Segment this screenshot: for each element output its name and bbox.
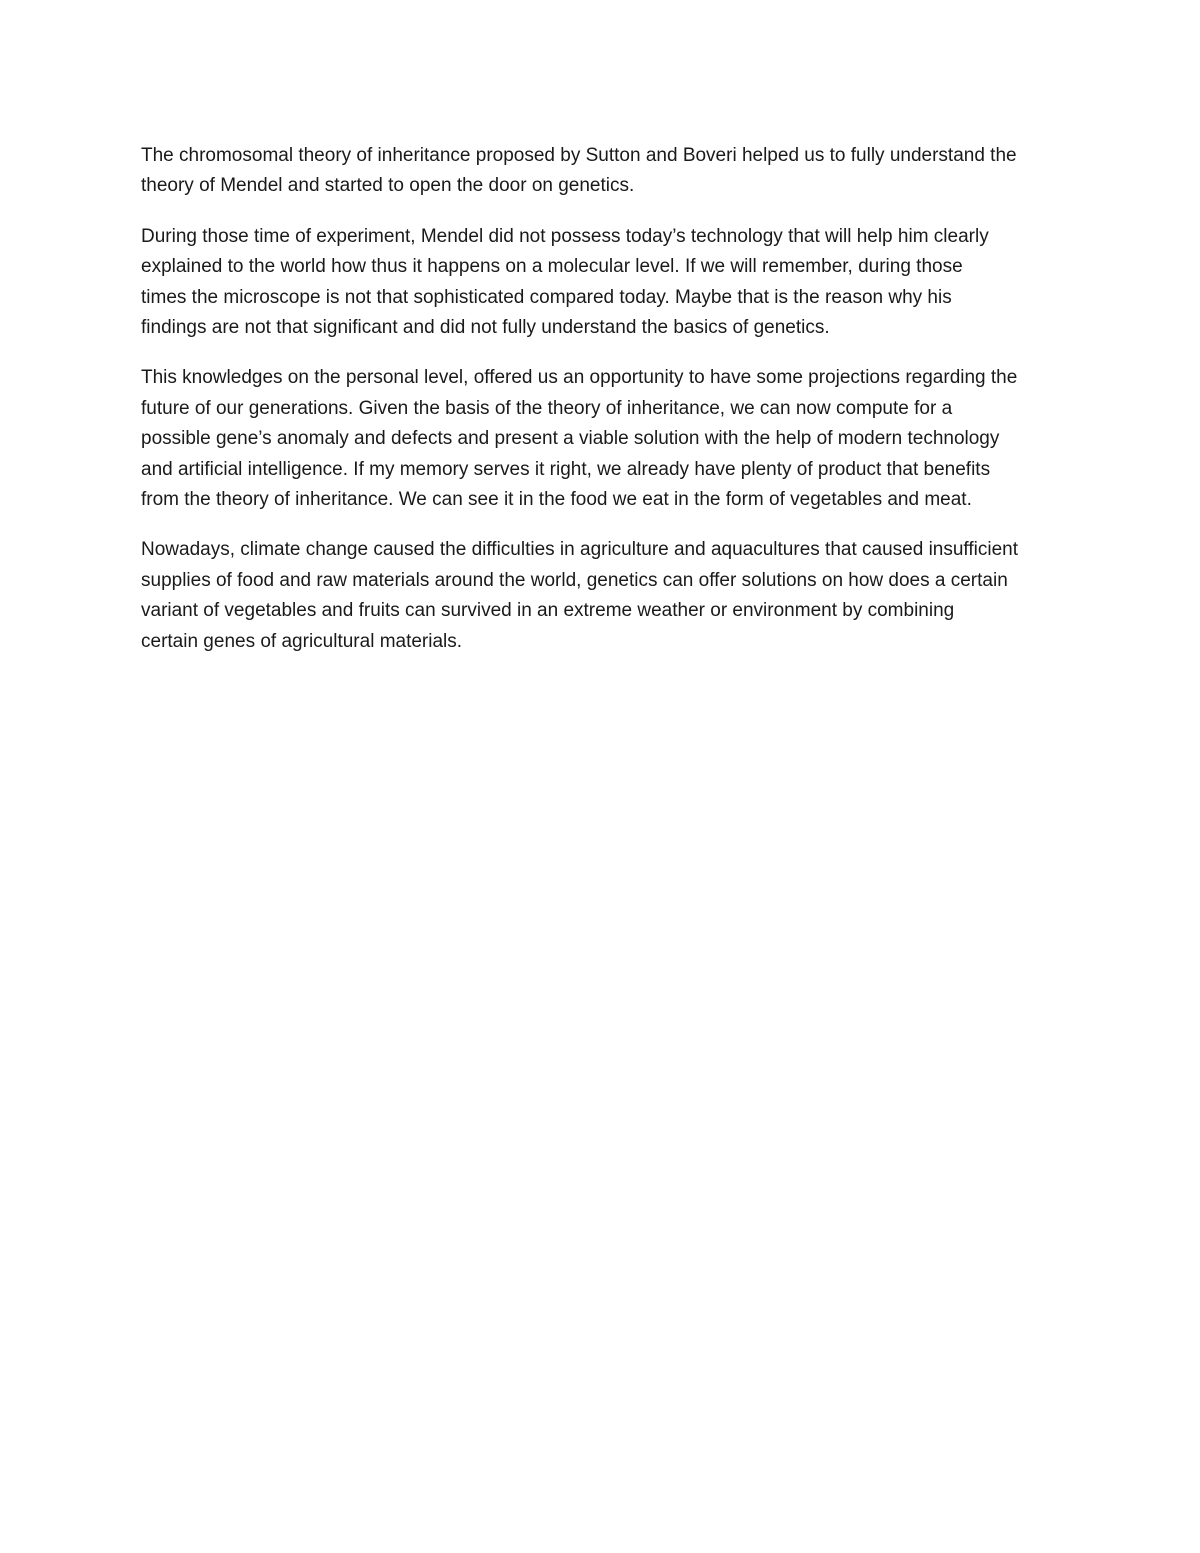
text-line: During those time of experiment, Mendel did not possess today’s technology that will help him clearly (141, 225, 989, 247)
text-line: This knowledges on the personal level, offered us an opportunity to have some projections regarding the (141, 367, 1018, 389)
text-line: The chromosomal theory of inheritance proposed by Sutton and Boveri helped us to fully understand the (141, 145, 1017, 166)
text-line: findings are not that significant and did not fully understand the basics of genetics. (141, 317, 830, 339)
text-line: and artificial intelligence. If my memory serves it right, we already have plenty of product that benefits (141, 458, 991, 480)
paragraph-chromosomal-theory (141, 141, 1065, 202)
text-line: explained to the world how thus it happens on a molecular level. If we will remember, during those (141, 256, 963, 278)
text-line: possible gene’s anomaly and defects and present a viable solution with the help of modern technology (141, 428, 1000, 450)
text-line: future of our generations. Given the basis of the theory of inheritance, we can now compute for a (141, 397, 953, 419)
document-body (141, 141, 1065, 677)
paragraph-personal-level (141, 363, 1065, 515)
text-line: certain genes of agricultural materials. (141, 630, 463, 652)
text-line: theory of Mendel and started to open the door on genetics. (141, 175, 635, 197)
text-line: from the theory of inheritance. We can see it in the food we eat in the form of vegetables and meat. (141, 489, 972, 511)
text-line: supplies of food and raw materials around the world, genetics can offer solutions on how does a certain (141, 569, 1008, 591)
text-line: Nowadays, climate change caused the difficulties in agriculture and aquacultures that caused insufficient (141, 539, 1018, 561)
paragraph-climate-change (141, 535, 1065, 657)
paragraph-mendel-experiment (141, 222, 1065, 344)
text-line: variant of vegetables and fruits can survived in an extreme weather or environment by combining (141, 600, 955, 622)
text-line: times the microscope is not that sophisticated compared today. Maybe that is the reason why his (141, 286, 952, 308)
